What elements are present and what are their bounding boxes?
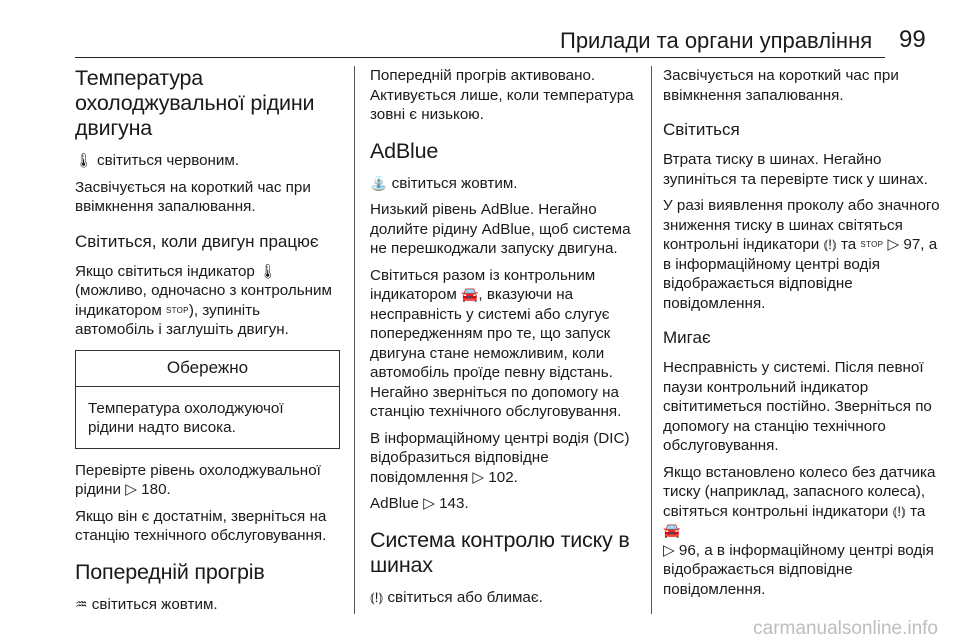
heading-preheat: Попередній прогрів: [75, 559, 265, 584]
paragraph-preheat-yellow: ♒ світиться жовтим.: [75, 595, 218, 613]
heading-adblue: AdBlue: [370, 138, 439, 163]
paragraph-adblue-yellow: ⛲ світиться жовтим.: [370, 174, 518, 192]
warning-text: Температура охолоджуючої рідини надто висока.: [88, 399, 284, 437]
column-2: [370, 66, 640, 614]
paragraph-adblue-ref: AdBlue ▷ 143.: [370, 495, 469, 512]
heading-tire-pressure: Система контролю тиску в шинах: [370, 527, 630, 577]
paragraph-brief-on: Засвічується на короткий час при ввімкнення запалювання.: [75, 178, 311, 215]
subheading-lit: Світиться: [663, 120, 740, 139]
paragraph-brief-on: Засвічується на короткий час при ввімкнення запалювання.: [663, 67, 899, 104]
tire-pressure-icon: ⦅!⦆: [370, 588, 384, 605]
page-number: 99: [899, 26, 926, 53]
paragraph-if-lit: Якщо світиться індикатор 🌡 (можливо, одночасно з контрольним індикатором STOP), зупиніть автомобіль і заглушіть двигун.: [75, 262, 332, 339]
coolant-temperature-icon: 🌡: [259, 262, 277, 279]
coolant-temperature-icon: 🌡: [75, 152, 93, 168]
reference-arrow-icon: ▷: [125, 481, 137, 499]
paragraph-adblue-low: Низький рівень AdBlue. Негайно долийте рідину AdBlue, щоб система не перешкоджали запуску двигуна.: [370, 201, 631, 257]
stop-indicator-icon: STOP: [165, 305, 189, 315]
preheat-coil-icon: ♒: [75, 595, 88, 612]
reference-arrow-icon: ▷: [472, 468, 485, 486]
reference-arrow-icon: ▷: [663, 541, 675, 559]
paragraph-coolant-red: 🌡 світиться червоним.: [75, 152, 240, 169]
paragraph-tire-blink: ⦅!⦆ світиться або блимає.: [370, 588, 543, 606]
reference-arrow-icon: ▷: [887, 236, 900, 253]
paragraph-preheat-active: Попередній прогрів активовано. Активується лише, коли температура зовні є низькою.: [370, 67, 634, 123]
subheading-engine-running: Світиться, коли двигун працює: [75, 231, 319, 251]
service-vehicle-icon: 🚘: [663, 522, 681, 539]
paragraph-check-level: Перевірте рівень охолоджувальної рідини ▷ 180.: [75, 461, 321, 499]
paragraph-dic-message: В інформаційному центрі водія (DIC) відобразиться відповідне повідомлення ▷ 102.: [370, 429, 630, 486]
watermark: carmanualsonline.info: [753, 618, 938, 639]
service-vehicle-icon: 🚘: [460, 286, 479, 302]
page-header-title: Прилади та органи управління: [560, 28, 873, 53]
tire-pressure-icon: ⦅!⦆: [892, 502, 906, 519]
column-3: [663, 66, 943, 606]
warning-box: [75, 350, 340, 449]
stop-indicator-icon: STOP: [860, 240, 884, 250]
subheading-blinks: Мигає: [663, 328, 711, 348]
paragraph-pressure-loss: Втрата тиску в шинах. Негайно зупиніться та перевірте тиск у шинах.: [663, 151, 928, 188]
paragraph-puncture: У разі виявлення проколу або значного зниження тиску в шинах світяться контрольні індикатори ⦅!⦆ та STOP ▷ 97, а в інформаційному центрі водія відображається відповідне повідомлення.: [663, 197, 940, 312]
paragraph-adblue-together: Світиться разом із контрольним індикатором 🚘, вказуючи на несправність у системі або слугує попередженням про те, що запуск двигуна стане неможливим, коли автомобіль проїде певну відстань. Негайно зверніться по допомогу на станцію технічного обслуговування.: [370, 266, 622, 420]
reference-arrow-icon: ▷: [423, 495, 435, 512]
header-rule: [75, 57, 885, 58]
column-divider: [354, 66, 355, 614]
heading-coolant-temperature: Температура охолоджувальної рідини двигуна: [75, 66, 315, 140]
paragraph-system-fault: Несправність у системі. Після певної паузи контрольний індикатор світитиметься постійно. Зверніться по допомогу на станцію технічного обслуговування.: [663, 359, 932, 455]
paragraph-service: Якщо він є достатнім, зверніться на станцію технічного обслуговування.: [75, 507, 327, 545]
paragraph-spare-wheel: Якщо встановлено колесо без датчика тиску (наприклад, запасного колеса), світяться контрольні індикатори ⦅!⦆ та 🚘 ▷ 96, а в інформаційному центрі водія відображається відповідне повідомлення.: [663, 463, 936, 598]
warning-title: Обережно: [76, 351, 339, 387]
adblue-icon: ⛲: [370, 174, 388, 191]
column-divider: [651, 66, 652, 614]
tire-pressure-icon: ⦅!⦆: [823, 236, 837, 252]
column-1: [75, 66, 340, 621]
